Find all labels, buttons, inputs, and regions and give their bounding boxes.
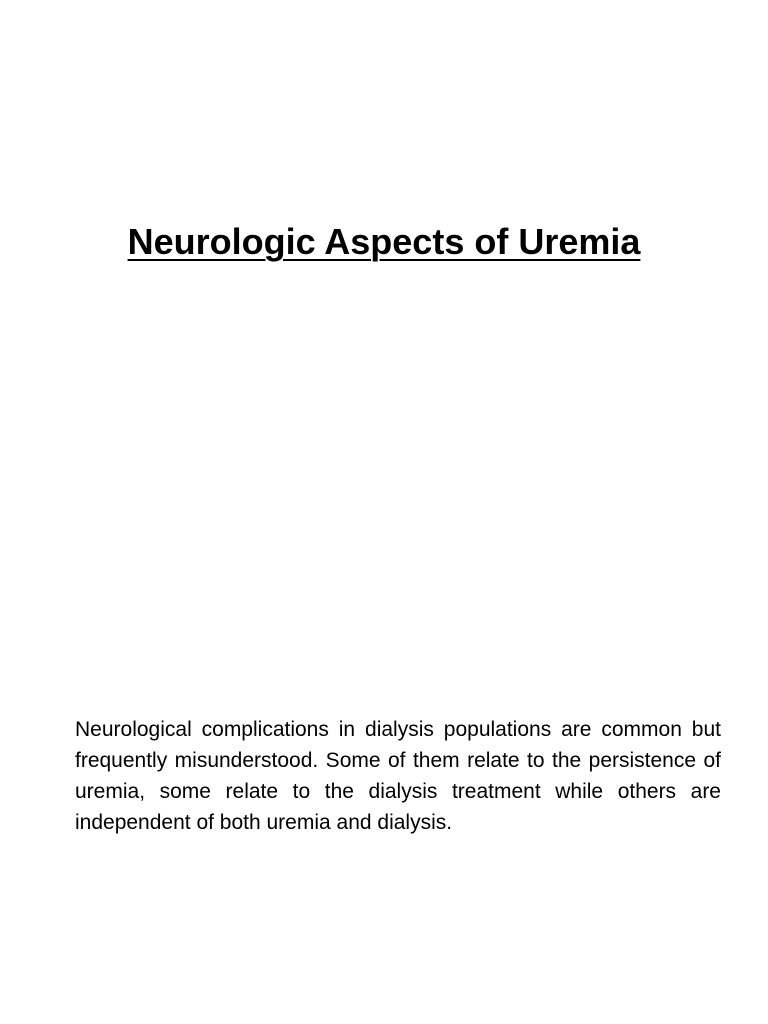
body-paragraph: Neurological complications in dialysis populations are common but frequently misunderstood. Some of them relate to the persistence of uremia, some relate to the dialysis treatment while others are independent of both uremia and dialysis.	[75, 718, 721, 834]
page-title-text: Neurologic Aspects of Uremia	[127, 221, 641, 262]
page-title	[0, 218, 768, 266]
